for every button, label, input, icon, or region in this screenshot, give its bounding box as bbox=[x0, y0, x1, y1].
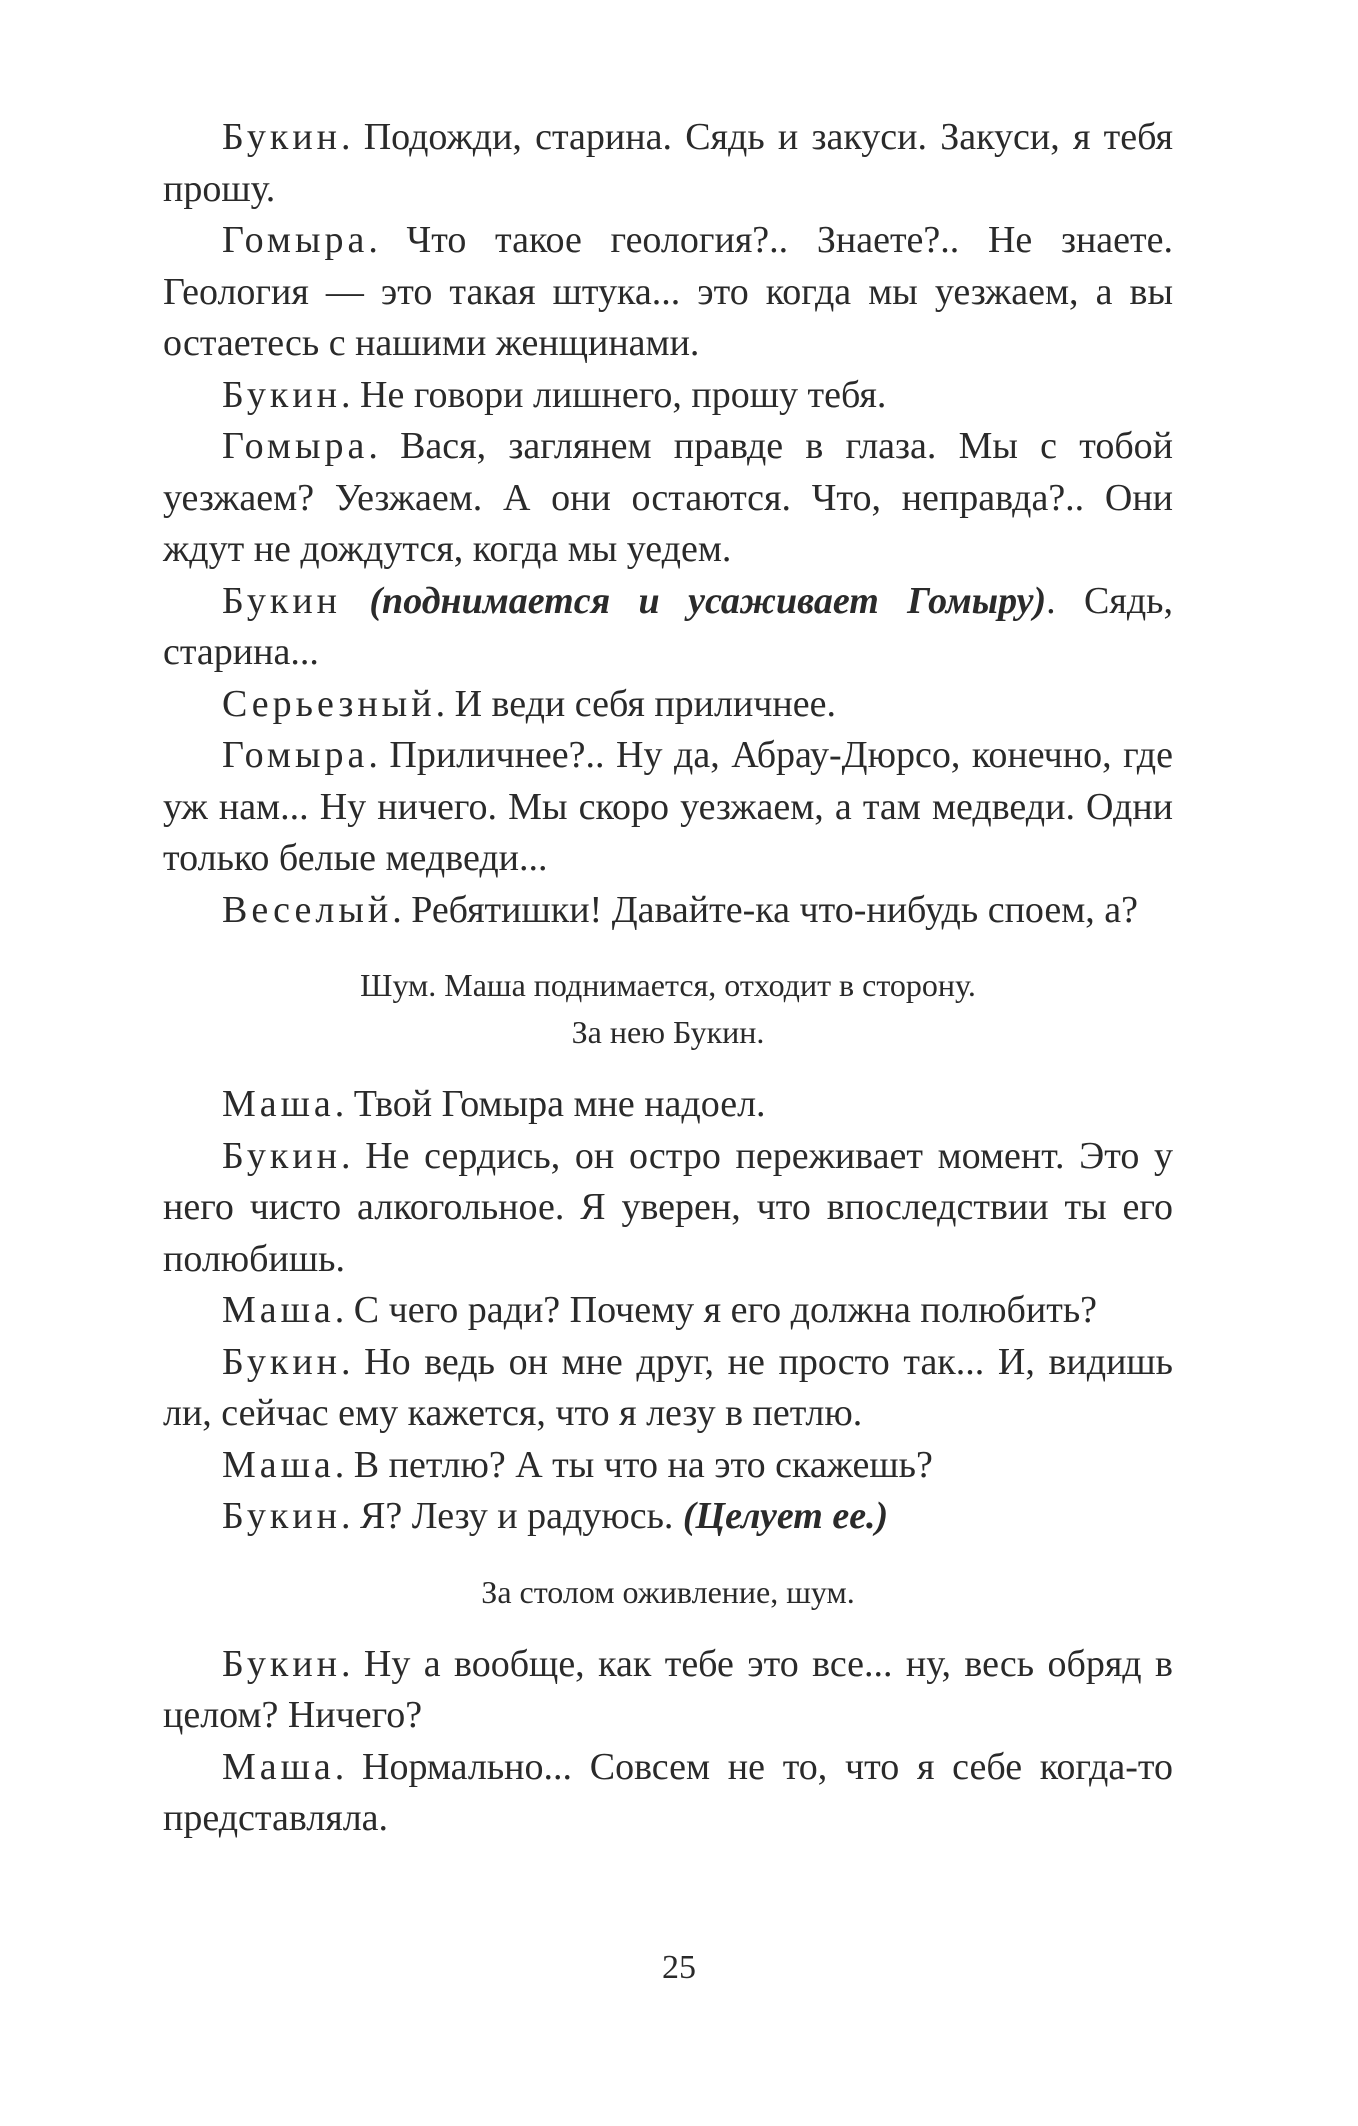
dialogue-line bbox=[163, 1131, 1173, 1286]
line-text: . Но ведь он мне друг, не просто так... И, видишь ли, сейчас ему кажется, что я лезу в петлю. bbox=[163, 1340, 1173, 1434]
line-text: . Нормально... Совсем не то, что я себе когда-то представляла. bbox=[163, 1745, 1173, 1839]
speaker-name: Букин bbox=[222, 1134, 342, 1177]
speaker-name: Серьезный bbox=[222, 682, 436, 725]
line-text: . Ребятишки! Давайте-ка что-нибудь споем, а? bbox=[392, 888, 1139, 931]
line-text: . Твой Гомыра мне надоел. bbox=[334, 1083, 766, 1125]
speaker-name: Букин bbox=[222, 116, 342, 158]
stage-note-line: За нею Букин. bbox=[571, 1014, 765, 1050]
speaker-name: Букин bbox=[222, 1495, 342, 1537]
dialogue-line bbox=[163, 1440, 1173, 1492]
page-number: 25 bbox=[662, 1949, 696, 1986]
speaker-name: Гомыра bbox=[222, 219, 369, 261]
stage-direction: (Целует ее.) bbox=[682, 1495, 889, 1537]
speaker-name: Маша bbox=[222, 1745, 335, 1788]
dialogue-line bbox=[163, 1337, 1173, 1440]
speaker-name: Гомыра bbox=[222, 734, 369, 776]
dialogue-line bbox=[163, 730, 1173, 885]
line-text: . С чего ради? Почему я его должна полюбить? bbox=[334, 1289, 1098, 1331]
dialogue-line bbox=[163, 1491, 1173, 1543]
speaker-name: Веселый bbox=[222, 888, 393, 931]
line-text: . Сядь, старина... bbox=[163, 579, 1173, 673]
speaker-name: Букин bbox=[222, 1340, 342, 1383]
line-text: . И веди себя приличнее. bbox=[435, 682, 836, 725]
speaker-name: Букин bbox=[222, 373, 342, 416]
speaker-name: Маша bbox=[222, 1083, 335, 1125]
speaker-name: Гомыра bbox=[222, 425, 369, 467]
line-text: . Подожди, старина. Сядь и закуси. Закуси, я тебя прошу. bbox=[163, 116, 1173, 210]
dialogue-line bbox=[163, 421, 1173, 576]
line-text: . Приличнее?.. Ну да, Абрау-Дюрсо, конечно, где уж нам... Ну ничего. Мы скоро уезжаем, а там медведи. Одни только белые медведи... bbox=[163, 734, 1173, 879]
dialogue-line bbox=[163, 370, 1173, 422]
dialogue-line bbox=[163, 1639, 1173, 1742]
speaker-name: Маша bbox=[222, 1443, 335, 1486]
dialogue-line bbox=[163, 1742, 1173, 1845]
dialogue-line bbox=[163, 679, 1173, 731]
speaker-name: Букин bbox=[222, 579, 342, 622]
dialogue-line bbox=[163, 576, 1173, 679]
stage-note bbox=[163, 1569, 1173, 1616]
dialogue-line bbox=[163, 112, 1173, 215]
line-text: . Что такое геология?.. Знаете?.. Не знаете. Геология — это такая штука... это когда мы уезжаем, а вы остаетесь с нашими женщинами. bbox=[163, 219, 1173, 364]
stage-direction: (поднимается и усаживает Гомыру) bbox=[369, 579, 1047, 622]
stage-note-line: За столом оживление, шум. bbox=[481, 1573, 855, 1610]
line-text: . Вася, заглянем правде в глаза. Мы с тобой уезжаем? Уезжаем. А они остаются. Что, неправда?.. Они ждут не дождутся, когда мы уедем. bbox=[163, 425, 1173, 570]
speaker-name: Маша bbox=[222, 1289, 335, 1331]
line-text: . Не говори лишнего, прошу тебя. bbox=[341, 373, 887, 416]
dialogue-line bbox=[163, 885, 1173, 937]
line-text: . Ну а вообще, как тебе это все... ну, весь обряд в целом? Ничего? bbox=[163, 1642, 1173, 1736]
play-text bbox=[163, 112, 1173, 1845]
speaker-name: Букин bbox=[222, 1642, 342, 1685]
stage-note bbox=[163, 962, 1173, 1056]
dialogue-line bbox=[163, 215, 1173, 370]
dialogue-line bbox=[163, 1079, 1173, 1131]
line-text: . Не сердись, он остро переживает момент. Это у него чисто алкогольное. Я уверен, что впоследствии ты его полюбишь. bbox=[163, 1134, 1173, 1280]
line-text: . Я? Лезу и радуюсь. bbox=[341, 1495, 683, 1537]
stage-note-line: Шум. Маша поднимается, отходит в сторону. bbox=[360, 967, 976, 1003]
dialogue-line bbox=[163, 1285, 1173, 1337]
line-text: . В петлю? А ты что на это скажешь? bbox=[334, 1443, 933, 1486]
